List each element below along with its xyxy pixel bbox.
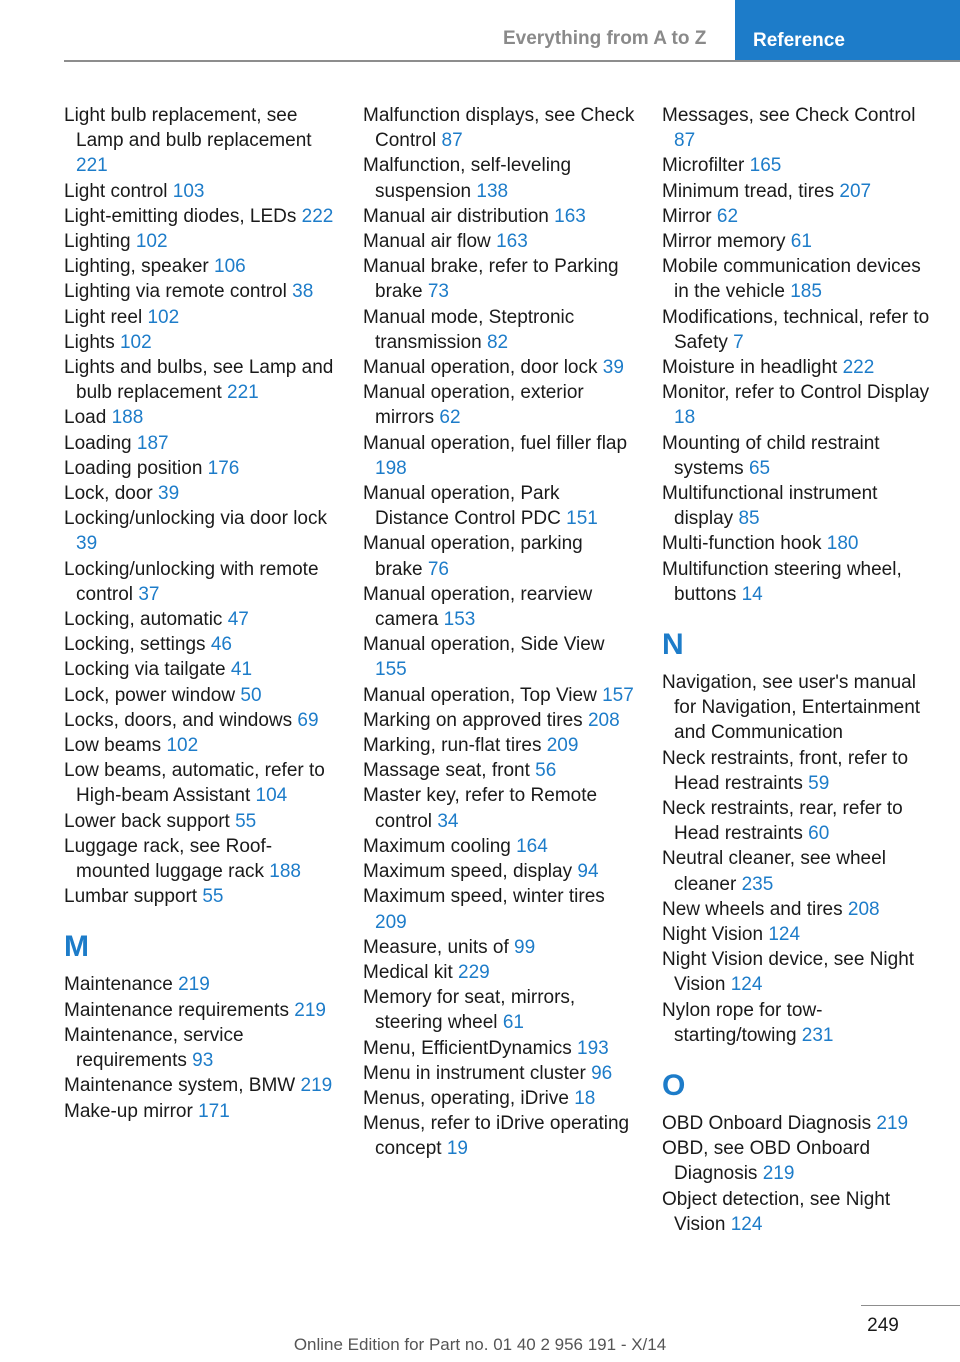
index-entry	[64, 733, 336, 758]
index-term: Modifications, technical, refer to Safety	[662, 306, 930, 353]
page-link[interactable]: 99	[514, 936, 536, 958]
index-column-3	[662, 103, 934, 1237]
index-entry	[662, 204, 934, 229]
page-link[interactable]: 155	[375, 659, 407, 681]
index-entry	[363, 531, 635, 581]
index-term: Neck restraints, front, refer to Head restraints	[662, 747, 909, 794]
page-link[interactable]: 82	[486, 331, 509, 353]
page-link[interactable]: 180	[826, 533, 859, 555]
reference-tab: Reference	[735, 0, 960, 60]
page-link[interactable]: 103	[172, 180, 205, 202]
index-entry	[64, 204, 336, 229]
index-term: Navigation, see user's manual for Navigation, Entertainment and Communication	[662, 672, 921, 744]
index-entry	[64, 330, 336, 355]
page-link[interactable]: 39	[602, 357, 624, 379]
index-entry	[662, 229, 934, 254]
page-link[interactable]: 188	[111, 407, 144, 429]
index-term: Locking/unlocking with remote control	[64, 558, 319, 605]
index-entry	[64, 456, 336, 481]
page-link[interactable]: 76	[427, 558, 449, 580]
index-term: Locking, automatic	[64, 609, 223, 631]
index-entry	[64, 431, 336, 456]
index-term: Load	[64, 407, 107, 429]
index-entry	[64, 103, 336, 179]
index-term: OBD, see OBD Onboard Diagnosis	[662, 1138, 871, 1185]
index-term: Night Vision	[662, 924, 764, 946]
index-entry	[662, 531, 934, 556]
index-term: Master key, refer to Remote control	[363, 785, 598, 832]
index-entry	[363, 1036, 635, 1061]
index-term: Monitor, refer to Control Display	[662, 382, 930, 404]
index-entry	[64, 683, 336, 708]
index-term: Manual operation, Park Distance Control PDC	[363, 483, 561, 530]
index-term: Maintenance, service requirements	[64, 1024, 244, 1072]
index-entry	[363, 758, 635, 783]
index-term: Menus, operating, iDrive	[363, 1087, 569, 1109]
page-link[interactable]: 37	[138, 583, 160, 605]
index-term: Night Vision device, see Night Vision	[662, 949, 915, 996]
index-entry	[363, 380, 635, 430]
index-term: Maximum speed, winter tires	[363, 886, 605, 908]
index-entry	[64, 657, 336, 682]
index-term: Lock, door	[64, 483, 153, 505]
page-link[interactable]: 219	[300, 1075, 333, 1097]
index-entry	[64, 834, 336, 884]
page-link[interactable]: 55	[235, 810, 257, 832]
index-entry	[662, 1111, 934, 1136]
index-term: Menu, EfficientDynamics	[363, 1037, 572, 1059]
page-link[interactable]: 209	[375, 911, 407, 933]
page-link[interactable]: 102	[119, 331, 152, 353]
page-link[interactable]: 176	[207, 457, 240, 479]
page-link[interactable]: 14	[741, 583, 763, 605]
index-entry	[64, 506, 336, 556]
section-title: Everything from A to Z	[503, 28, 707, 49]
page-link[interactable]: 124	[730, 1213, 763, 1235]
page-link[interactable]: 38	[292, 281, 314, 303]
page-link[interactable]: 151	[566, 508, 598, 530]
index-column-1	[64, 103, 336, 1124]
page-link[interactable]: 102	[135, 231, 168, 253]
page-link[interactable]: 198	[375, 457, 407, 479]
index-entry	[662, 998, 934, 1048]
index-entry	[64, 355, 336, 405]
index-entry	[662, 796, 934, 846]
footer-edition: Online Edition for Part no. 01 40 2 956 191 - X/14	[293, 1335, 667, 1354]
index-term: Mounting of child restraint systems	[662, 432, 880, 479]
page-link[interactable]: 171	[198, 1100, 230, 1122]
index-term: Object detection, see Night Vision	[662, 1188, 891, 1235]
index-term: Manual air flow	[363, 231, 491, 253]
page-link[interactable]: 235	[741, 873, 774, 895]
index-entry	[363, 935, 635, 960]
index-term: Manual operation, parking brake	[363, 533, 583, 580]
page-link[interactable]: 221	[227, 382, 259, 404]
index-entry	[363, 733, 635, 758]
page-link[interactable]: 124	[730, 974, 763, 996]
index-term: Manual brake, refer to Parking brake	[363, 256, 619, 303]
page-link[interactable]: 185	[790, 281, 822, 303]
index-entry	[64, 809, 336, 834]
index-entry	[662, 254, 934, 304]
page-link[interactable]: 231	[801, 1024, 834, 1046]
page-link[interactable]: 46	[210, 634, 232, 656]
index-entry	[363, 355, 635, 380]
index-term: Make-up mirror	[64, 1100, 193, 1122]
index-term: Measure, units of	[363, 936, 509, 958]
index-term: Mirror	[662, 205, 712, 227]
index-entry	[662, 179, 934, 204]
page-link[interactable]: 69	[297, 709, 319, 731]
index-entry	[363, 431, 635, 481]
index-term: Light reel	[64, 306, 143, 328]
index-entry	[363, 229, 635, 254]
page-link[interactable]: 61	[502, 1012, 524, 1034]
page-link[interactable]: 55	[202, 886, 224, 908]
index-term: Manual mode, Steptronic transmission	[363, 306, 575, 353]
page-header	[0, 0, 960, 62]
page-number-rule	[861, 1305, 960, 1306]
page-link[interactable]: 219	[876, 1113, 909, 1135]
page-link[interactable]: 18	[574, 1087, 596, 1109]
index-term: Manual operation, fuel filler flap	[363, 432, 628, 454]
index-entry	[64, 607, 336, 632]
index-term: Lights	[64, 331, 115, 353]
index-term: Maximum cooling	[363, 835, 511, 857]
index-term: Loading	[64, 432, 132, 454]
page-link[interactable]: 87	[674, 130, 696, 152]
index-term: Microfilter	[662, 155, 745, 177]
page-link[interactable]: 124	[768, 924, 801, 946]
index-entry	[662, 897, 934, 922]
page-link[interactable]: 163	[554, 205, 586, 227]
page-link[interactable]: 61	[790, 231, 812, 253]
index-entry	[662, 846, 934, 896]
page-link[interactable]: 41	[230, 659, 253, 681]
page-link[interactable]: 222	[301, 205, 334, 227]
index-entry	[662, 431, 934, 481]
page-link[interactable]: 207	[839, 180, 872, 202]
index-term: Maintenance	[64, 974, 173, 996]
index-term: Locks, doors, and windows	[64, 709, 293, 731]
page-link[interactable]: 47	[227, 609, 249, 631]
index-entry	[64, 632, 336, 657]
index-term: Lighting via remote control	[64, 281, 287, 303]
page-link[interactable]: 65	[748, 457, 771, 479]
page-link[interactable]: 219	[294, 999, 326, 1021]
index-entry	[662, 153, 934, 178]
index-entry	[363, 1086, 635, 1111]
index-term: Manual air distribution	[363, 205, 549, 227]
index-entry	[64, 758, 336, 808]
index-term: Neck restraints, rear, refer to Head restraints	[662, 798, 903, 845]
index-entry	[64, 279, 336, 304]
index-term: Manual operation, Top View	[363, 684, 597, 706]
index-term: Multi-function hook	[662, 533, 822, 555]
page-link[interactable]: 138	[476, 180, 509, 202]
index-term: Luggage rack, see Roof-mounted luggage rack	[64, 835, 273, 883]
index-entry	[363, 708, 635, 733]
index-term: Light bulb replacement, see Lamp and bulb replacement	[64, 105, 312, 152]
index-term: Lower back support	[64, 810, 230, 832]
page-link[interactable]: 19	[446, 1138, 468, 1160]
index-entry	[662, 947, 934, 997]
index-term: Locking/unlocking via door lock	[64, 508, 327, 530]
index-entry	[662, 746, 934, 796]
page-link[interactable]: 157	[602, 684, 634, 706]
index-entry	[64, 179, 336, 204]
index-term: Multifunction steering wheel, buttons	[662, 558, 902, 605]
index-term: Minimum tread, tires	[662, 180, 835, 202]
index-term: Low beams	[64, 735, 162, 757]
index-entry	[64, 305, 336, 330]
index-term: Neutral cleaner, see wheel cleaner	[662, 848, 886, 895]
index-term: Locking via tailgate	[64, 659, 226, 681]
page-number: 249	[867, 1315, 899, 1336]
index-entry	[363, 783, 635, 833]
index-entry	[363, 834, 635, 859]
index-term: Messages, see Check Control	[662, 105, 916, 126]
page-link[interactable]: 106	[214, 256, 246, 278]
page-link[interactable]: 208	[847, 898, 880, 920]
index-term: Multifunctional instrument display	[662, 483, 878, 530]
page-link[interactable]: 73	[427, 281, 449, 303]
index-term: Manual operation, Side View	[363, 634, 605, 656]
page-link[interactable]: 96	[591, 1062, 613, 1084]
section-letter: O	[662, 1068, 686, 1102]
index-term: Nylon rope for tow-starting/towing	[662, 999, 823, 1046]
page-link[interactable]: 102	[147, 306, 180, 328]
index-entry	[64, 1099, 336, 1124]
page-link[interactable]: 229	[458, 961, 490, 983]
page-link[interactable]: 59	[808, 772, 830, 794]
page-link[interactable]: 153	[443, 609, 476, 631]
index-term: Lock, power window	[64, 684, 236, 706]
index-entry	[363, 859, 635, 884]
index-term: Moisture in headlight	[662, 357, 838, 379]
index-entry	[363, 683, 635, 708]
page-link[interactable]: 62	[439, 407, 461, 429]
index-term: Manual operation, door lock	[363, 357, 598, 379]
page-link[interactable]: 219	[178, 974, 210, 996]
index-entry	[64, 708, 336, 733]
page-link[interactable]: 7	[733, 331, 744, 353]
page-link[interactable]: 85	[738, 508, 760, 530]
index-entry	[363, 103, 635, 153]
index-term: Light control	[64, 180, 168, 202]
index-term: Low beams, automatic, refer to High-beam Assistant	[64, 760, 325, 807]
index-entry	[662, 922, 934, 947]
index-term: Lumbar support	[64, 886, 198, 908]
page-link[interactable]: 187	[136, 432, 169, 454]
page-link[interactable]: 62	[716, 205, 739, 227]
index-term: Manual operation, exterior mirrors	[363, 382, 584, 429]
page-link[interactable]: 164	[516, 835, 548, 857]
page-link[interactable]: 50	[240, 684, 262, 706]
index-term: Massage seat, front	[363, 760, 530, 782]
index-term: Maintenance requirements	[64, 999, 289, 1021]
index-entry	[662, 481, 934, 531]
index-term: Lighting	[64, 231, 131, 253]
index-entry	[64, 229, 336, 254]
index-entry	[363, 632, 635, 682]
section-letter: M	[64, 930, 89, 964]
page-link[interactable]: 165	[749, 155, 782, 177]
index-term: Menus, refer to iDrive operating concept	[363, 1113, 630, 1160]
page-link[interactable]: 193	[577, 1037, 609, 1059]
index-term: Malfunction displays, see Check Control	[363, 105, 635, 152]
index-term: Maintenance system, BMW	[64, 1075, 296, 1097]
page-link[interactable]: 34	[437, 810, 459, 832]
index-term: Marking on approved tires	[363, 709, 583, 731]
header-rule	[64, 60, 960, 62]
index-term: Light-emitting diodes, LEDs	[64, 205, 297, 227]
index-entry	[363, 1111, 635, 1161]
page-link[interactable]: 163	[496, 231, 528, 253]
index-entry	[662, 557, 934, 607]
index-term: OBD Onboard Diagnosis	[662, 1113, 872, 1135]
page-link[interactable]: 221	[76, 155, 108, 177]
page-link[interactable]: 188	[269, 861, 301, 883]
index-entry	[363, 204, 635, 229]
page-link[interactable]: 209	[546, 735, 579, 757]
index-entry	[363, 254, 635, 304]
index-entry	[363, 305, 635, 355]
index-entry	[662, 1187, 934, 1237]
index-term: Mirror memory	[662, 231, 786, 253]
page-link[interactable]: 222	[842, 357, 875, 379]
index-entry	[662, 380, 934, 430]
index-term: Locking, settings	[64, 634, 206, 656]
index-entry	[363, 960, 635, 985]
index-entry	[64, 557, 336, 607]
index-entry	[662, 103, 934, 153]
index-entry	[363, 481, 635, 531]
index-term: Malfunction, self-leveling suspension	[363, 155, 572, 202]
page-link[interactable]: 39	[76, 533, 98, 555]
index-entry	[64, 481, 336, 506]
page-link[interactable]: 93	[192, 1050, 214, 1072]
index-entry	[363, 582, 635, 632]
page-link[interactable]: 56	[535, 760, 557, 782]
index-term: Lights and bulbs, see Lamp and bulb replacement	[64, 357, 334, 404]
page-link[interactable]: 208	[587, 709, 620, 731]
index-entry	[363, 1061, 635, 1086]
index-term: Marking, run-flat tires	[363, 735, 542, 757]
index-entry	[64, 254, 336, 279]
index-term: Maximum speed, display	[363, 861, 573, 883]
page-link[interactable]: 87	[441, 130, 463, 152]
page-link[interactable]: 39	[158, 483, 180, 505]
index-entry	[662, 670, 934, 746]
index-entry	[64, 972, 336, 997]
index-column-2	[363, 103, 635, 1162]
index-entry	[662, 1136, 934, 1186]
index-entry	[64, 884, 336, 909]
index-entry	[64, 998, 336, 1023]
page-link[interactable]: 60	[808, 823, 830, 845]
page-link[interactable]: 94	[577, 861, 599, 883]
index-term: Medical kit	[363, 961, 453, 983]
index-term: Lighting, speaker	[64, 256, 209, 278]
index-term: Memory for seat, mirrors, steering wheel	[363, 987, 576, 1034]
index-entry	[363, 884, 635, 934]
page-link[interactable]: 18	[674, 407, 696, 429]
index-term: Loading position	[64, 457, 203, 479]
page-link[interactable]: 102	[166, 735, 199, 757]
index-term: Manual operation, rearview camera	[363, 583, 593, 631]
index-entry	[64, 405, 336, 430]
index-entry	[662, 355, 934, 380]
index-entry	[64, 1073, 336, 1098]
page-link[interactable]: 219	[762, 1163, 795, 1185]
index-entry	[662, 305, 934, 355]
index-entry	[363, 153, 635, 203]
page-link[interactable]: 104	[255, 785, 288, 807]
section-letter: N	[662, 627, 684, 661]
index-entry	[363, 985, 635, 1035]
index-term: Menu in instrument cluster	[363, 1062, 586, 1084]
index-term: New wheels and tires	[662, 898, 843, 920]
index-entry	[64, 1023, 336, 1073]
index-term: Mobile communication devices in the vehicle	[662, 256, 921, 303]
